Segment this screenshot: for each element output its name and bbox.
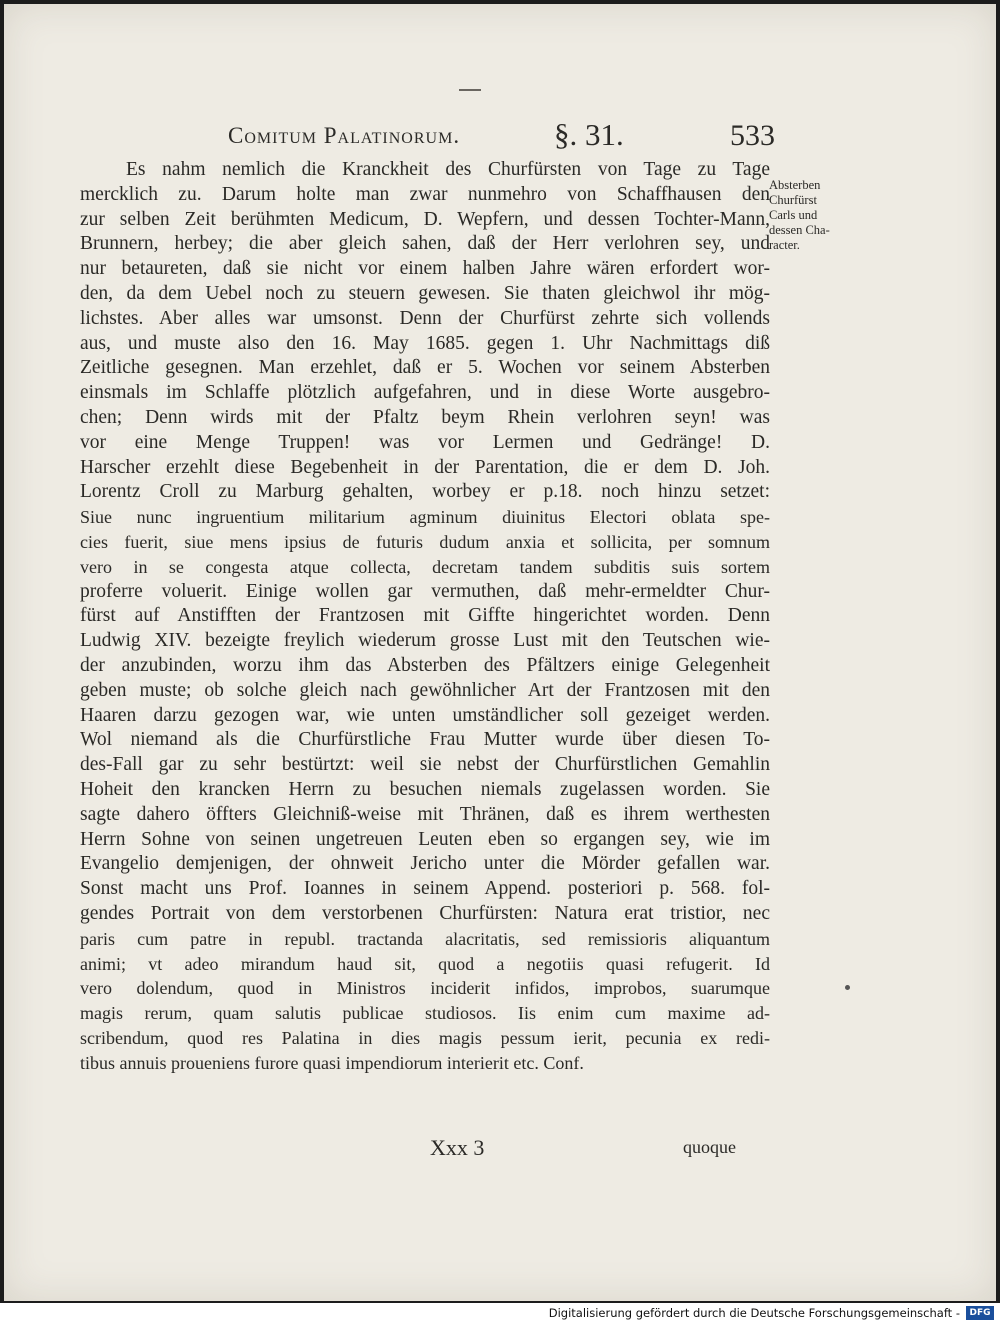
text-line: aus, und muste also den 16. May 1685. gegen 1. Uhr Nachmittags diß	[80, 332, 770, 354]
text-line: zur selben Zeit berühmten Medicum, D. Wepfern, und dessen Tochter-Mann,	[80, 208, 770, 230]
text-line: vor eine Menge Truppen! was vor Lermen und Gedränge! D.	[80, 431, 770, 453]
text-line: Harscher erzehlt diese Begebenheit in der Parentation, die er dem D. Joh.	[80, 456, 770, 478]
text-line: geben muste; ob solche gleich nach gewöhnlicher Art der Frantzosen mit den	[80, 679, 770, 701]
catchword: quoque	[683, 1137, 736, 1157]
text-line: Herrn Sohne von seinen ungetreuen Leuten eben so ergangen sey, wie im	[80, 828, 770, 850]
footer-credit: Digitalisierung gefördert durch die Deutsche Forschungsgemeinschaft -	[548, 1306, 960, 1320]
signature-mark: Xxx 3	[430, 1135, 485, 1160]
text-line: scribendum, quod res Palatina in dies magis pessum ierit, pecunia ex redi-	[80, 1027, 770, 1048]
text-line: Ludwig XIV. bezeigte freylich wiederum grosse Lust mit den Teutschen wie-	[80, 630, 770, 652]
body-text	[80, 158, 770, 1075]
text-line: magis rerum, quam salutis publicae studiosos. Iis enim cum maxime ad-	[80, 1003, 770, 1024]
margin-note-line: Churfürst	[769, 193, 817, 207]
margin-note-line: racter.	[769, 238, 800, 252]
dfg-logo-icon: DFG	[966, 1306, 994, 1320]
text-line: den, da dem Uebel noch zu steuern gewesen. Sie thaten gleichwol ihr mög-	[80, 282, 770, 304]
text-line: animi; vt adeo mirandum haud sit, quod a negotiis quasi refugerit. Id	[80, 953, 770, 974]
text-line: Es nahm nemlich die Kranckheit des Churfürsten von Tage zu Tage	[126, 159, 770, 180]
text-line: mercklich zu. Darum holte man zwar nunmehro von Schaffhausen den	[80, 183, 770, 205]
text-line: Evangelio demjenigen, der ohnweit Jericho unter die Mörder gefallen war.	[80, 853, 770, 875]
text-line: Sonst macht uns Prof. Ioannes in seinem Append. posteriori p. 568. fol-	[80, 878, 770, 900]
margin-note-line: Absterben	[769, 178, 821, 192]
ink-speck	[845, 985, 850, 990]
footer-bar	[0, 1303, 1000, 1323]
text-line: lichstes. Aber alles war umsonst. Denn der Churfürst zehrte sich vollends	[80, 307, 770, 329]
page-number: 533	[730, 119, 775, 152]
text-line: Haaren darzu gezogen war, wie unten umständlicher soll gezeiget werden.	[80, 704, 770, 726]
margin-note	[769, 178, 849, 253]
running-title: Comitum Palatinorum.	[228, 123, 461, 148]
text-line: Siue nunc ingruentium militarium agminum diuinitus Electori oblata spe-	[80, 507, 770, 528]
header-ornament-dash	[459, 89, 481, 91]
text-line: fürst auf Anstifften der Frantzosen mit Giffte hingerichtet worden. Denn	[80, 605, 770, 627]
text-line: des-Fall gar zu sehr bestürtzt: weil sie nebst der Churfürstlichen Gemahlin	[80, 754, 770, 776]
section-number: §. 31.	[554, 117, 624, 152]
text-line: proferre voluerit. Einige wollen gar vermuthen, daß mehr-ermeldter Chur-	[80, 580, 770, 602]
text-line: Wol niemand als die Churfürstliche Frau Mutter wurde über diesen To-	[80, 729, 770, 751]
text-line: cies fuerit, siue mens ipsius de futuris dudum anxia et sollicita, per somnum	[80, 531, 770, 552]
text-line: Lorentz Croll zu Marburg gehalten, worbey er p.18. noch hinzu setzet:	[80, 481, 770, 503]
text-line: gendes Portrait von dem verstorbenen Churfürsten: Natura erat tristior, nec	[80, 902, 770, 924]
margin-note-line: dessen Cha-	[769, 223, 830, 237]
text-line: vero in se congesta atque collecta, decretam tandem subditis suis sortem	[80, 556, 770, 577]
text-line: Zeitliche gesegnen. Man erzehlet, daß er 5. Wochen vor seinem Absterben	[80, 357, 770, 379]
text-line: Brunnern, herbey; die aber gleich sahen, daß der Herr verlohren sey, und	[80, 233, 770, 255]
text-line: Hoheit den krancken Herrn zu besuchen niemals zugelassen worden. Sie	[80, 778, 770, 800]
page-header	[228, 115, 788, 155]
text-line: einsmals im Schlaffe plötzlich aufgefahren, und in diese Worte ausgebro-	[80, 382, 770, 404]
text-line: chen; Denn wirds mit der Pfaltz beym Rhein verlohren seyn! was	[80, 406, 770, 428]
text-line: tibus annuis proueniens furore quasi impendiorum interierit etc. Conf.	[80, 1052, 584, 1073]
margin-note-line: Carls und	[769, 208, 818, 222]
text-line: paris cum patre in republ. tractanda alacritatis, sed remissioris aliquantum	[80, 928, 770, 949]
text-line: vero dolendum, quod in Ministros inciderit infidos, improbos, suarumque	[80, 978, 770, 999]
text-line: sagte dahero öffters Gleichniß-weise mit Thränen, daß es ihrem werthesten	[80, 803, 770, 825]
text-line: der anzubinden, worzu ihm das Absterben des Pfältzers einige Gelegenheit	[80, 654, 770, 676]
text-line: nur betaureten, daß sie nicht vor einem halben Jahre wären erfordert wor-	[80, 258, 770, 280]
